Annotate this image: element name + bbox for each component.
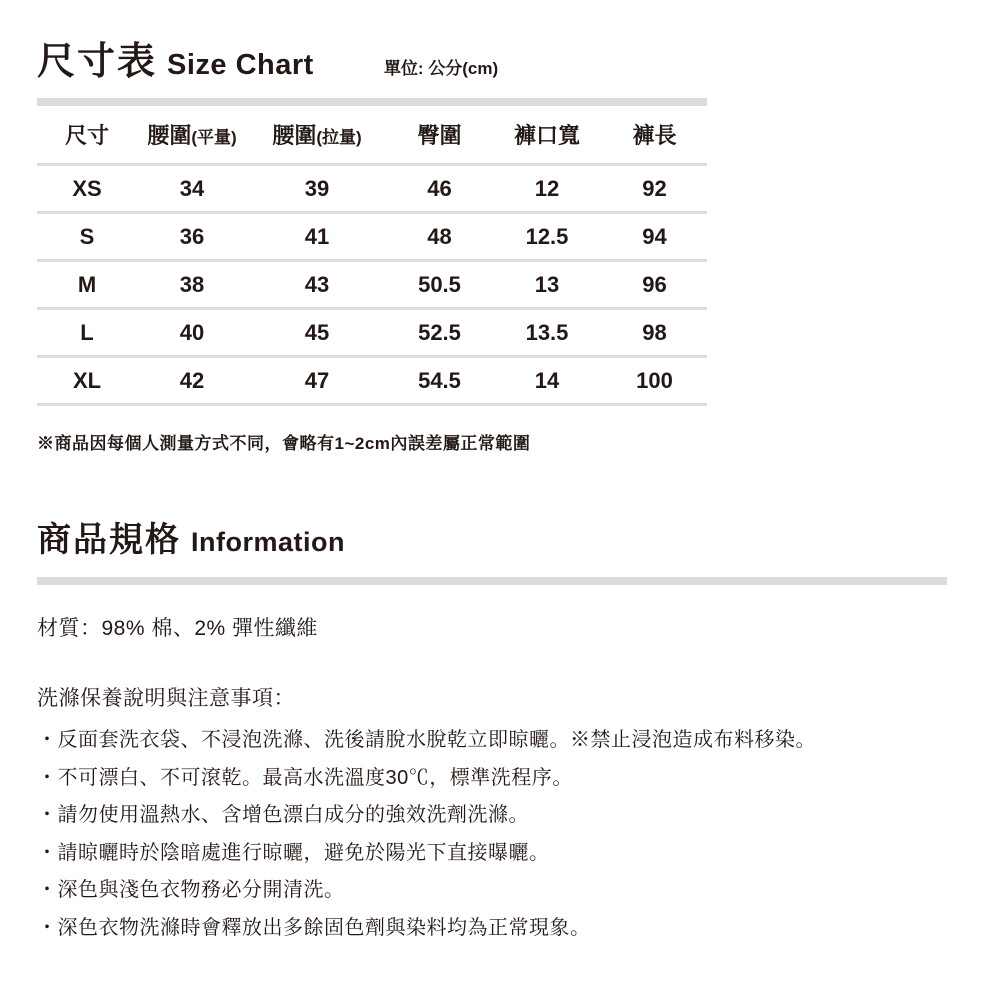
column-header-main: 腰圍 — [147, 123, 192, 148]
column-header-waist-stretched — [247, 119, 387, 150]
column-header-size — [37, 119, 137, 150]
cell-value: 12 — [534, 175, 560, 201]
cell-value: 52.5 — [418, 319, 461, 345]
size-label: S — [79, 223, 95, 249]
information-section — [37, 512, 970, 947]
information-title-en: Information — [191, 527, 345, 557]
table-bottom-rule — [37, 403, 707, 406]
cell-value: 36 — [179, 223, 205, 249]
care-item: ・深色衣物洗滌時會釋放出多餘固色劑與染料均為正常現象。 — [37, 916, 591, 939]
cell-value: 54.5 — [418, 367, 461, 393]
cell-value: 38 — [179, 271, 205, 297]
material-line: 材質：98% 棉、2% 彈性纖維 — [37, 617, 319, 640]
cell-value: 45 — [304, 319, 330, 345]
cell-value: 100 — [636, 367, 673, 393]
cell-value: 98 — [642, 319, 667, 345]
information-divider — [37, 577, 947, 585]
column-header-leg-opening — [492, 119, 602, 150]
size-label: XL — [72, 367, 102, 393]
care-item: ・反面套洗衣袋、不浸泡洗滌、洗後請脫水脫乾立即晾曬。※禁止浸泡造成布料移染。 — [37, 729, 816, 751]
cell-value: 96 — [642, 271, 667, 297]
column-header-sub: (平量) — [191, 128, 237, 147]
column-header-hip — [387, 119, 492, 150]
size-chart-title-en: Size Chart — [167, 49, 314, 81]
cell-value: 92 — [642, 175, 667, 201]
cell-value: 43 — [304, 271, 330, 297]
cell-value: 39 — [304, 175, 330, 201]
column-header-main: 褲長 — [632, 123, 677, 148]
column-header-main: 尺寸 — [64, 123, 109, 148]
column-header-sub: (拉量) — [316, 128, 362, 147]
column-header-length — [602, 119, 707, 150]
size-label: L — [80, 319, 94, 345]
size-chart-section — [37, 30, 970, 454]
size-chart-title-zh: 尺寸表 — [37, 41, 158, 83]
table-row-xl — [37, 358, 707, 403]
table-row-l — [37, 310, 707, 355]
cell-value: 41 — [304, 223, 330, 249]
care-item: ・深色與淺色衣物務必分開清洗。 — [37, 879, 345, 901]
table-row-xs — [37, 166, 707, 211]
size-chart-title — [37, 30, 970, 85]
cell-value: 40 — [179, 319, 205, 345]
table-header-row — [37, 106, 707, 163]
table-row-s — [37, 214, 707, 259]
cell-value: 48 — [427, 223, 452, 249]
care-heading: 洗滌保養說明與注意事項： — [37, 687, 295, 710]
care-item: ・請晾曬時於陰暗處進行晾曬，避免於陽光下直接曝曬。 — [37, 841, 550, 864]
table-top-rule — [37, 98, 707, 106]
cell-value: 47 — [304, 367, 330, 393]
cell-value: 34 — [179, 175, 205, 201]
column-header-main: 臀圍 — [417, 123, 462, 148]
information-title — [37, 512, 970, 561]
cell-value: 12.5 — [525, 223, 569, 249]
information-title-zh: 商品規格 — [37, 521, 181, 559]
care-item: ・請勿使用溫熱水、含增色漂白成分的強效洗劑洗滌。 — [37, 804, 529, 826]
unit-label: 單位: 公分(cm) — [383, 59, 499, 78]
cell-value: 50.5 — [418, 271, 461, 297]
size-label: M — [77, 271, 97, 297]
table-row-m — [37, 262, 707, 307]
size-table — [37, 98, 707, 406]
size-label: XS — [72, 175, 102, 201]
cell-value: 13 — [534, 271, 560, 297]
cell-value: 46 — [427, 175, 452, 201]
cell-value: 42 — [179, 367, 205, 393]
cell-value: 13.5 — [525, 319, 569, 345]
cell-value: 94 — [642, 223, 667, 249]
column-header-main: 褲口寬 — [513, 123, 580, 148]
cell-value: 14 — [534, 367, 560, 393]
care-item: ・不可漂白、不可滾乾。最高水洗溫度30℃，標準洗程序。 — [37, 766, 573, 789]
size-tolerance-note: ※商品因每個人測量方式不同，會略有1~2cm內誤差屬正常範圍 — [37, 434, 531, 453]
column-header-waist-flat — [137, 119, 247, 150]
care-instruction-list — [37, 722, 970, 947]
column-header-main: 腰圍 — [272, 123, 317, 148]
